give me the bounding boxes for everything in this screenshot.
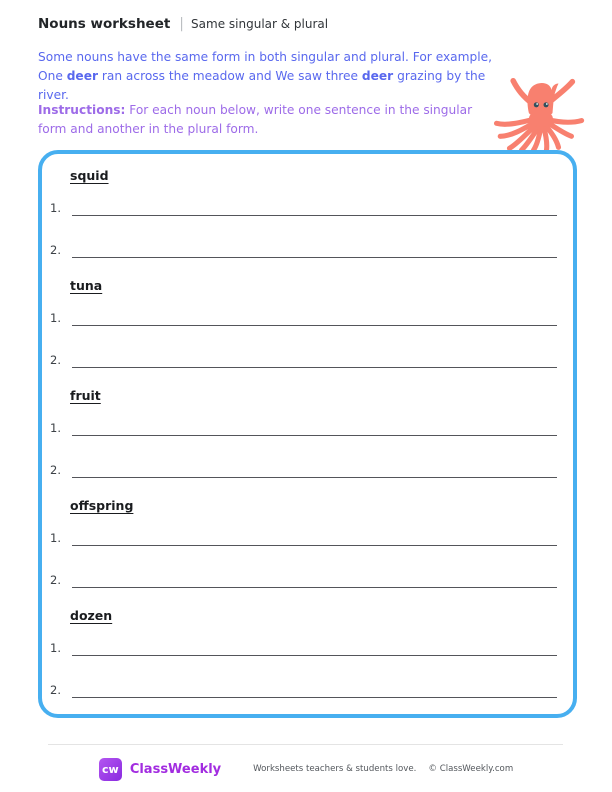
header: [38, 13, 328, 32]
answer-line: [72, 461, 557, 478]
footer-divider: [48, 744, 563, 745]
line-number: 1.: [50, 311, 61, 325]
intro-text: grazing by the river.: [38, 69, 486, 102]
noun-word: squid: [70, 168, 109, 183]
line-number: 2.: [50, 243, 61, 257]
line-number: 2.: [50, 573, 61, 587]
answer-row: [50, 309, 565, 326]
answer-row: [50, 571, 565, 588]
noun-word: dozen: [70, 608, 113, 623]
answer-row: [50, 639, 565, 656]
answer-line: [72, 571, 557, 588]
answer-row: [50, 241, 565, 258]
worksheet-item: [50, 608, 565, 698]
worksheet-item: [50, 168, 565, 258]
intro-bold-word: deer: [66, 69, 98, 83]
classweekly-logo-icon: cw: [99, 758, 122, 781]
answer-line: [72, 309, 557, 326]
page-title: Nouns worksheet: [38, 16, 171, 32]
noun-word: fruit: [70, 388, 101, 403]
line-number: 1.: [50, 421, 61, 435]
answer-row: [50, 351, 565, 368]
worksheet-item: [50, 388, 565, 478]
worksheet-item: [50, 278, 565, 368]
footer: [0, 756, 612, 782]
answer-row: [50, 529, 565, 546]
intro-paragraph: [38, 48, 506, 105]
line-number: 1.: [50, 641, 61, 655]
footer-tagline: Worksheets teachers & students love.: [253, 764, 417, 774]
line-number: 2.: [50, 463, 61, 477]
worksheet-item: [50, 498, 565, 588]
page-subtitle: Same singular & plural: [191, 17, 329, 31]
answer-line: [72, 351, 557, 368]
instructions-label: Instructions:: [38, 103, 126, 117]
line-number: 2.: [50, 353, 61, 367]
intro-text: ran across the meadow and We saw three: [97, 69, 362, 83]
octopus-icon: [493, 78, 587, 152]
instructions-paragraph: [38, 101, 486, 139]
answer-line: [72, 199, 557, 216]
instructions-text: For each noun below, write one sentence in the singular form and another in the plural form.: [38, 103, 473, 136]
line-number: 1.: [50, 201, 61, 215]
footer-copyright: © ClassWeekly.com: [428, 764, 514, 774]
answer-row: [50, 681, 565, 698]
answer-line: [72, 419, 557, 436]
answer-line: [72, 639, 557, 656]
intro-bold-word: deer: [361, 69, 394, 83]
answer-line: [72, 681, 557, 698]
worksheet-box: [38, 150, 577, 718]
title-separator: |: [179, 16, 185, 32]
answer-row: [50, 199, 565, 216]
line-number: 1.: [50, 531, 61, 545]
intro-text: Some nouns have the same form in both singular and plural. For example, One: [38, 50, 493, 83]
answer-row: [50, 419, 565, 436]
answer-line: [72, 529, 557, 546]
noun-word: offspring: [70, 498, 134, 513]
line-number: 2.: [50, 683, 61, 697]
noun-word: tuna: [70, 278, 103, 293]
answer-row: [50, 461, 565, 478]
brand-name: ClassWeekly: [129, 761, 222, 777]
answer-line: [72, 241, 557, 258]
